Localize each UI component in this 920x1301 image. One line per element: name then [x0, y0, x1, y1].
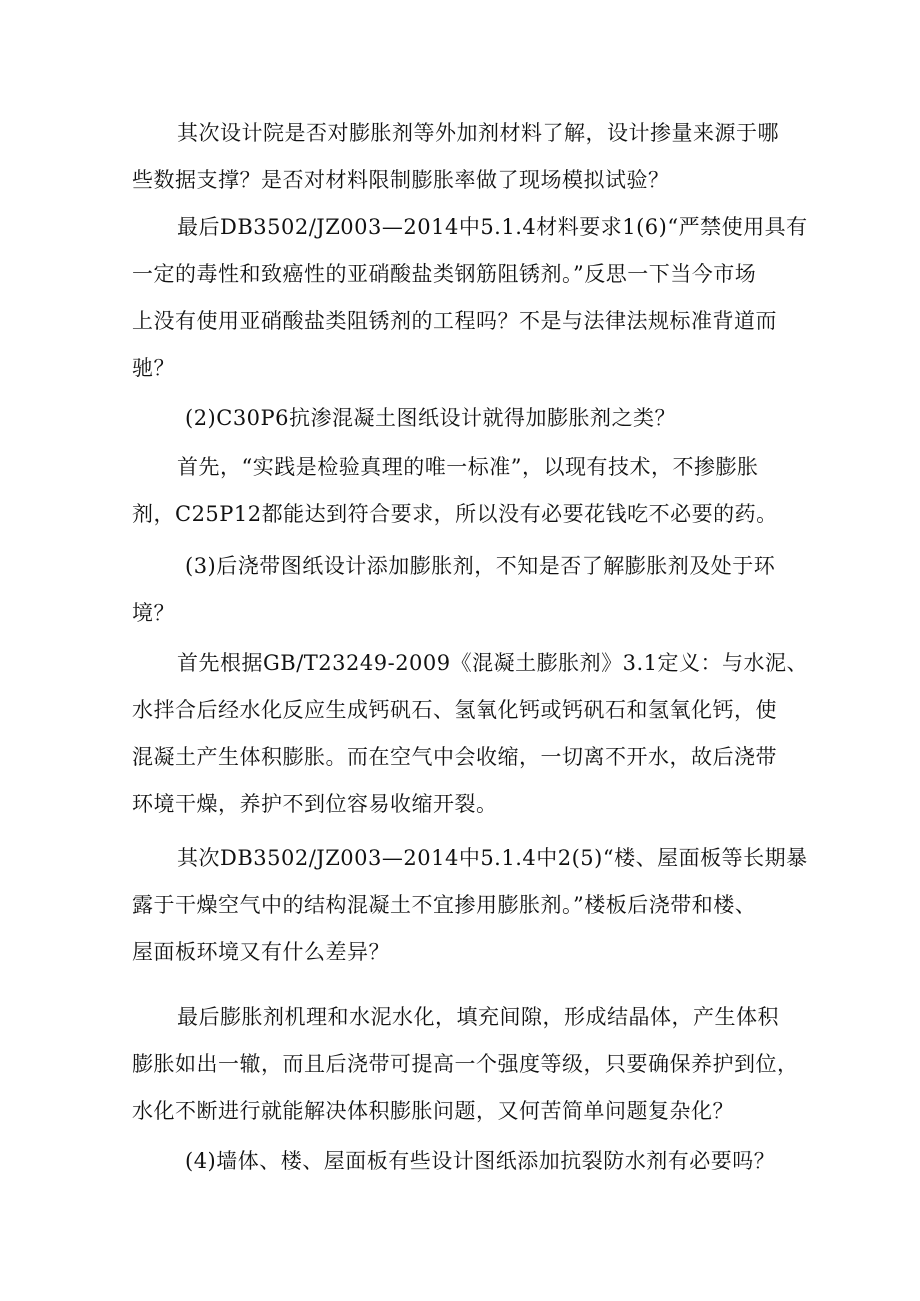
text-line: 水拌合后经水化反应生成钙矾石、氢氧化钙或钙矾石和氢氧化钙，使 — [132, 698, 777, 722]
text-line: 上没有使用亚硝酸盐类阻锈剂的工程吗？不是与法律法规标准背道而 — [132, 309, 777, 333]
text-line: 环境干燥，养护不到位容易收缩开裂。 — [132, 792, 498, 816]
text-line: (3)后浇带图纸设计添加膨胀剂，不知是否了解膨胀剂及处于环 — [185, 554, 776, 578]
text-line: 剂，C25P12都能达到符合要求，所以没有必要花钱吃不必要的药。 — [132, 502, 778, 526]
text-line: 其次DB3502/JZ003—2014中5.1.4中2(5)“楼、屋面板等长期暴 — [177, 846, 808, 870]
text-line: 首先根据GB/T23249-2009《混凝土膨胀剂》3.1定义：与水泥、 — [177, 651, 809, 675]
text-line: 露于干燥空气中的结构混凝土不宜掺用膨胀剂。”楼板后浇带和楼、 — [132, 893, 757, 917]
text-line: 最后DB3502/JZ003—2014中5.1.4材料要求1(6)“严禁使用具有 — [177, 215, 808, 239]
text-line: 混凝土产生体积膨胀。而在空气中会收缩，一切离不开水，故后浇带 — [132, 745, 777, 769]
text-line: 一定的毒性和致癌性的亚硝酸盐类钢筋阻锈剂。”反思一下当今市场 — [132, 262, 757, 286]
text-line: 其次设计院是否对膨胀剂等外加剂材料了解，设计掺量来源于哪 — [177, 121, 779, 145]
text-line: 驰？ — [132, 356, 175, 380]
text-line: 首先，“实践是检验真理的唯一标准”，以现有技术，不掺膨胀 — [177, 455, 759, 479]
text-line: 膨胀如出一辙，而且后浇带可提高一个强度等级，只要确保养护到位， — [132, 1052, 799, 1076]
text-line: 境？ — [132, 601, 175, 625]
text-line: 些数据支撑？是否对材料限制膨胀率做了现场模拟试验？ — [132, 168, 670, 192]
text-line: 水化不断进行就能解决体积膨胀问题，又何苦简单问题复杂化？ — [132, 1099, 734, 1123]
text-line: (2)C30P6抗渗混凝土图纸设计就得加膨胀剂之类？ — [185, 406, 677, 430]
text-line: (4)墙体、楼、屋面板有些设计图纸添加抗裂防水剂有必要吗？ — [185, 1149, 776, 1173]
text-line: 最后膨胀剂机理和水泥水化，填充间隙，形成结晶体，产生体积 — [177, 1005, 779, 1029]
text-line: 屋面板环境又有什么差异？ — [132, 940, 390, 964]
